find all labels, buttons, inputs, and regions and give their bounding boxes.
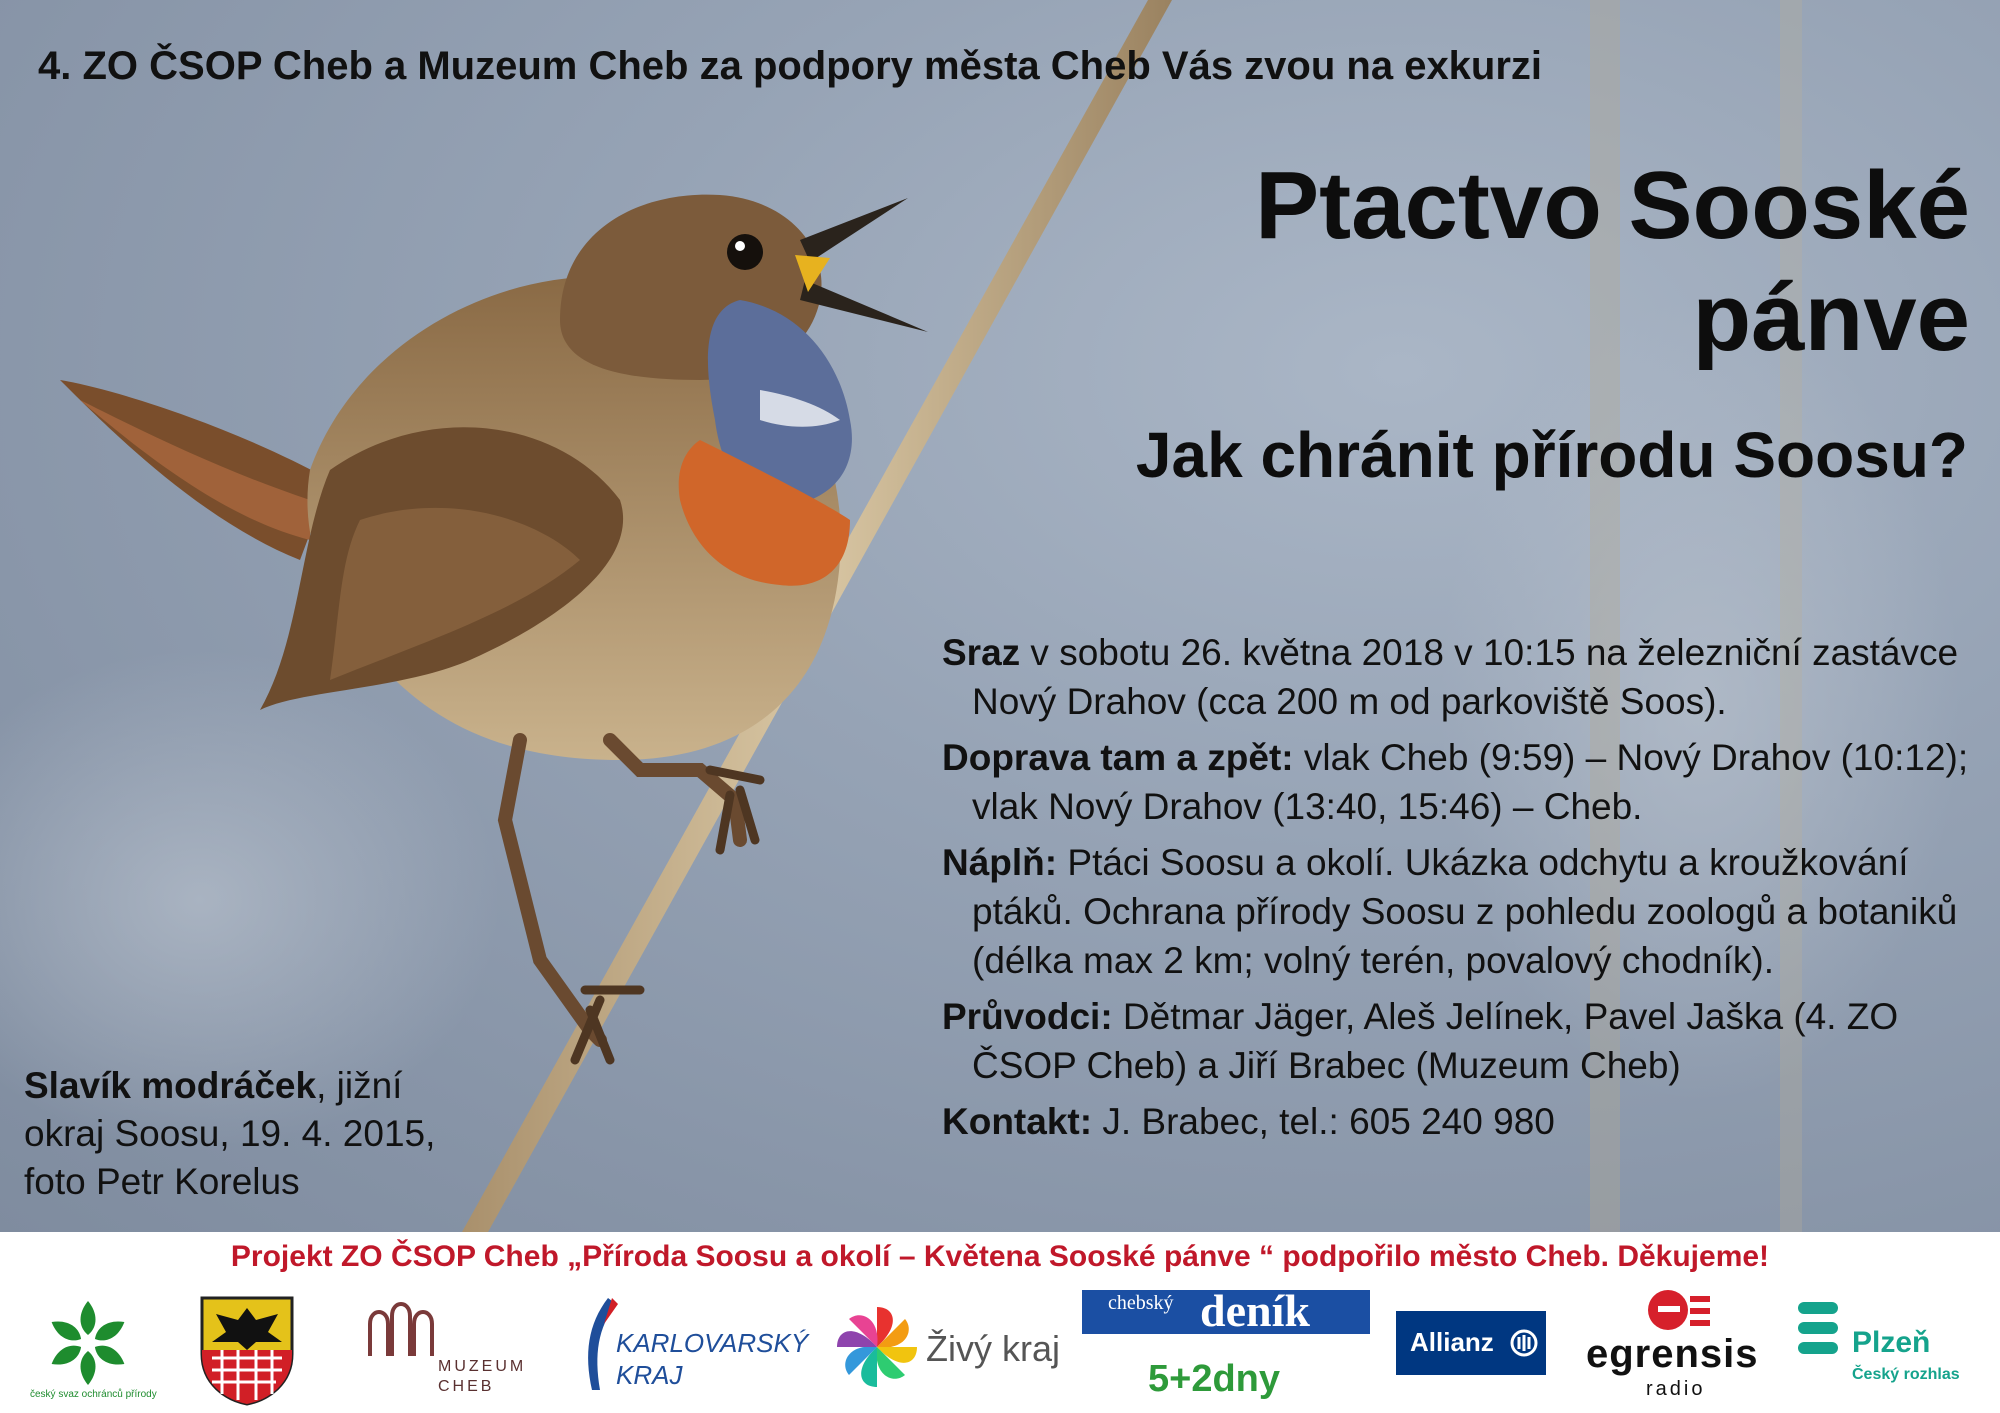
csop-flower-icon — [30, 1285, 150, 1405]
kraj-swoosh-icon — [578, 1294, 618, 1394]
info-program-text: Ptáci Soosu a okolí. Ukázka odchytu a kroužkování ptáků. Ochrana přírody Soosu z pohledu zoologů a botaniků (délka max 2 km; volný terén, povalový chodník). — [972, 842, 1958, 981]
zivy-kraj-logo — [832, 1302, 1064, 1392]
info-meeting-label: Sraz — [942, 632, 1021, 673]
caption-bird-name: Slavík modráček — [24, 1065, 317, 1106]
photo-caption — [24, 1062, 435, 1206]
event-title-line2: pánve — [1692, 264, 1970, 371]
csop-logo-text: český svaz ochránců přírody — [30, 1389, 157, 1400]
egrensis-e-icon — [1646, 1286, 1712, 1336]
info-guides-label: Průvodci: — [942, 996, 1113, 1037]
caption-line3: foto Petr Korelus — [24, 1161, 300, 1202]
funding-note: Projekt ZO ČSOP Cheb „Příroda Soosu a okolí – Květena Sooské pánve “ podpořilo město Cheb. Děkujeme! — [230, 1240, 1770, 1273]
plzen-main-text: Plzeň — [1852, 1326, 1931, 1359]
caption-line1-rest: , jižní — [316, 1065, 403, 1106]
egrensis-main-text: egrensis — [1586, 1332, 1759, 1376]
info-transport — [942, 733, 1982, 831]
info-transport-label: Doprava tam a zpět: — [942, 737, 1294, 778]
info-meeting — [942, 628, 1982, 726]
egrensis-radio-logo — [1586, 1286, 1782, 1406]
info-contact-text: J. Brabec, tel.: 605 240 980 — [1092, 1101, 1555, 1142]
allianz-text: Allianz — [1410, 1327, 1494, 1357]
event-title — [1255, 150, 1970, 374]
kraj-line1: KARLOVARSKÝ — [616, 1328, 809, 1358]
info-guides-text: Dětmar Jäger, Aleš Jelínek, Pavel Jaška (4. ZO ČSOP Cheb) a Jiří Brabec (Muzeum Cheb) — [972, 996, 1899, 1086]
info-meeting-text: v sobotu 26. května 2018 v 10:15 na železniční zastávce Nový Drahov (cca 200 m od parkoviště Soos). — [972, 632, 1959, 722]
allianz-logo — [1396, 1311, 1546, 1375]
invitation-line: 4. ZO ČSOP Cheb a Muzeum Cheb za podpory města Cheb Vás zvou na exkurzi — [38, 44, 1543, 88]
muzeum-cheb-logo — [362, 1298, 532, 1398]
denik-top-text: chebský — [1108, 1292, 1174, 1314]
csop-logo — [30, 1285, 157, 1405]
plzen-sub-text: Český rozhlas — [1852, 1366, 1960, 1383]
zivy-kraj-pinwheel-icon — [832, 1302, 922, 1392]
denik-sub-text: 5+2dny — [1148, 1358, 1281, 1400]
allianz-eagle-icon — [1510, 1329, 1538, 1357]
event-info — [942, 628, 1982, 1153]
muzeum-line2: CHEB — [438, 1378, 495, 1395]
event-title-line1: Ptactvo Sooské — [1255, 152, 1970, 259]
chebsky-denik-logo — [1082, 1285, 1370, 1406]
info-contact-label: Kontakt: — [942, 1101, 1093, 1142]
cesky-rozhlas-plzen-logo — [1796, 1300, 1986, 1400]
rozhlas-icon — [1796, 1300, 1842, 1358]
info-transport-text: vlak Cheb (9:59) – Nový Drahov (10:12); vlak Nový Drahov (13:40, 15:46) – Cheb. — [972, 737, 1969, 827]
event-subtitle: Jak chránit přírodu Soosu? — [1135, 419, 1968, 491]
cheb-coat-of-arms — [198, 1294, 296, 1406]
caption-line2: okraj Soosu, 19. 4. 2015, — [24, 1113, 436, 1154]
kraj-line2: KRAJ — [616, 1360, 683, 1390]
muzeum-arches-icon — [362, 1298, 452, 1358]
info-program — [942, 838, 1982, 985]
coat-of-arms-icon — [198, 1294, 296, 1406]
info-contact — [942, 1097, 1982, 1146]
muzeum-line1: MUZEUM — [438, 1358, 527, 1375]
karlovarsky-kraj-logo — [578, 1294, 809, 1404]
denik-main-text: deník — [1200, 1285, 1310, 1336]
egrensis-sub-text: radio — [1646, 1378, 1706, 1400]
info-program-label: Náplň: — [942, 842, 1058, 883]
zivy-kraj-text: Živý kraj — [926, 1328, 1060, 1369]
info-guides — [942, 992, 1982, 1090]
